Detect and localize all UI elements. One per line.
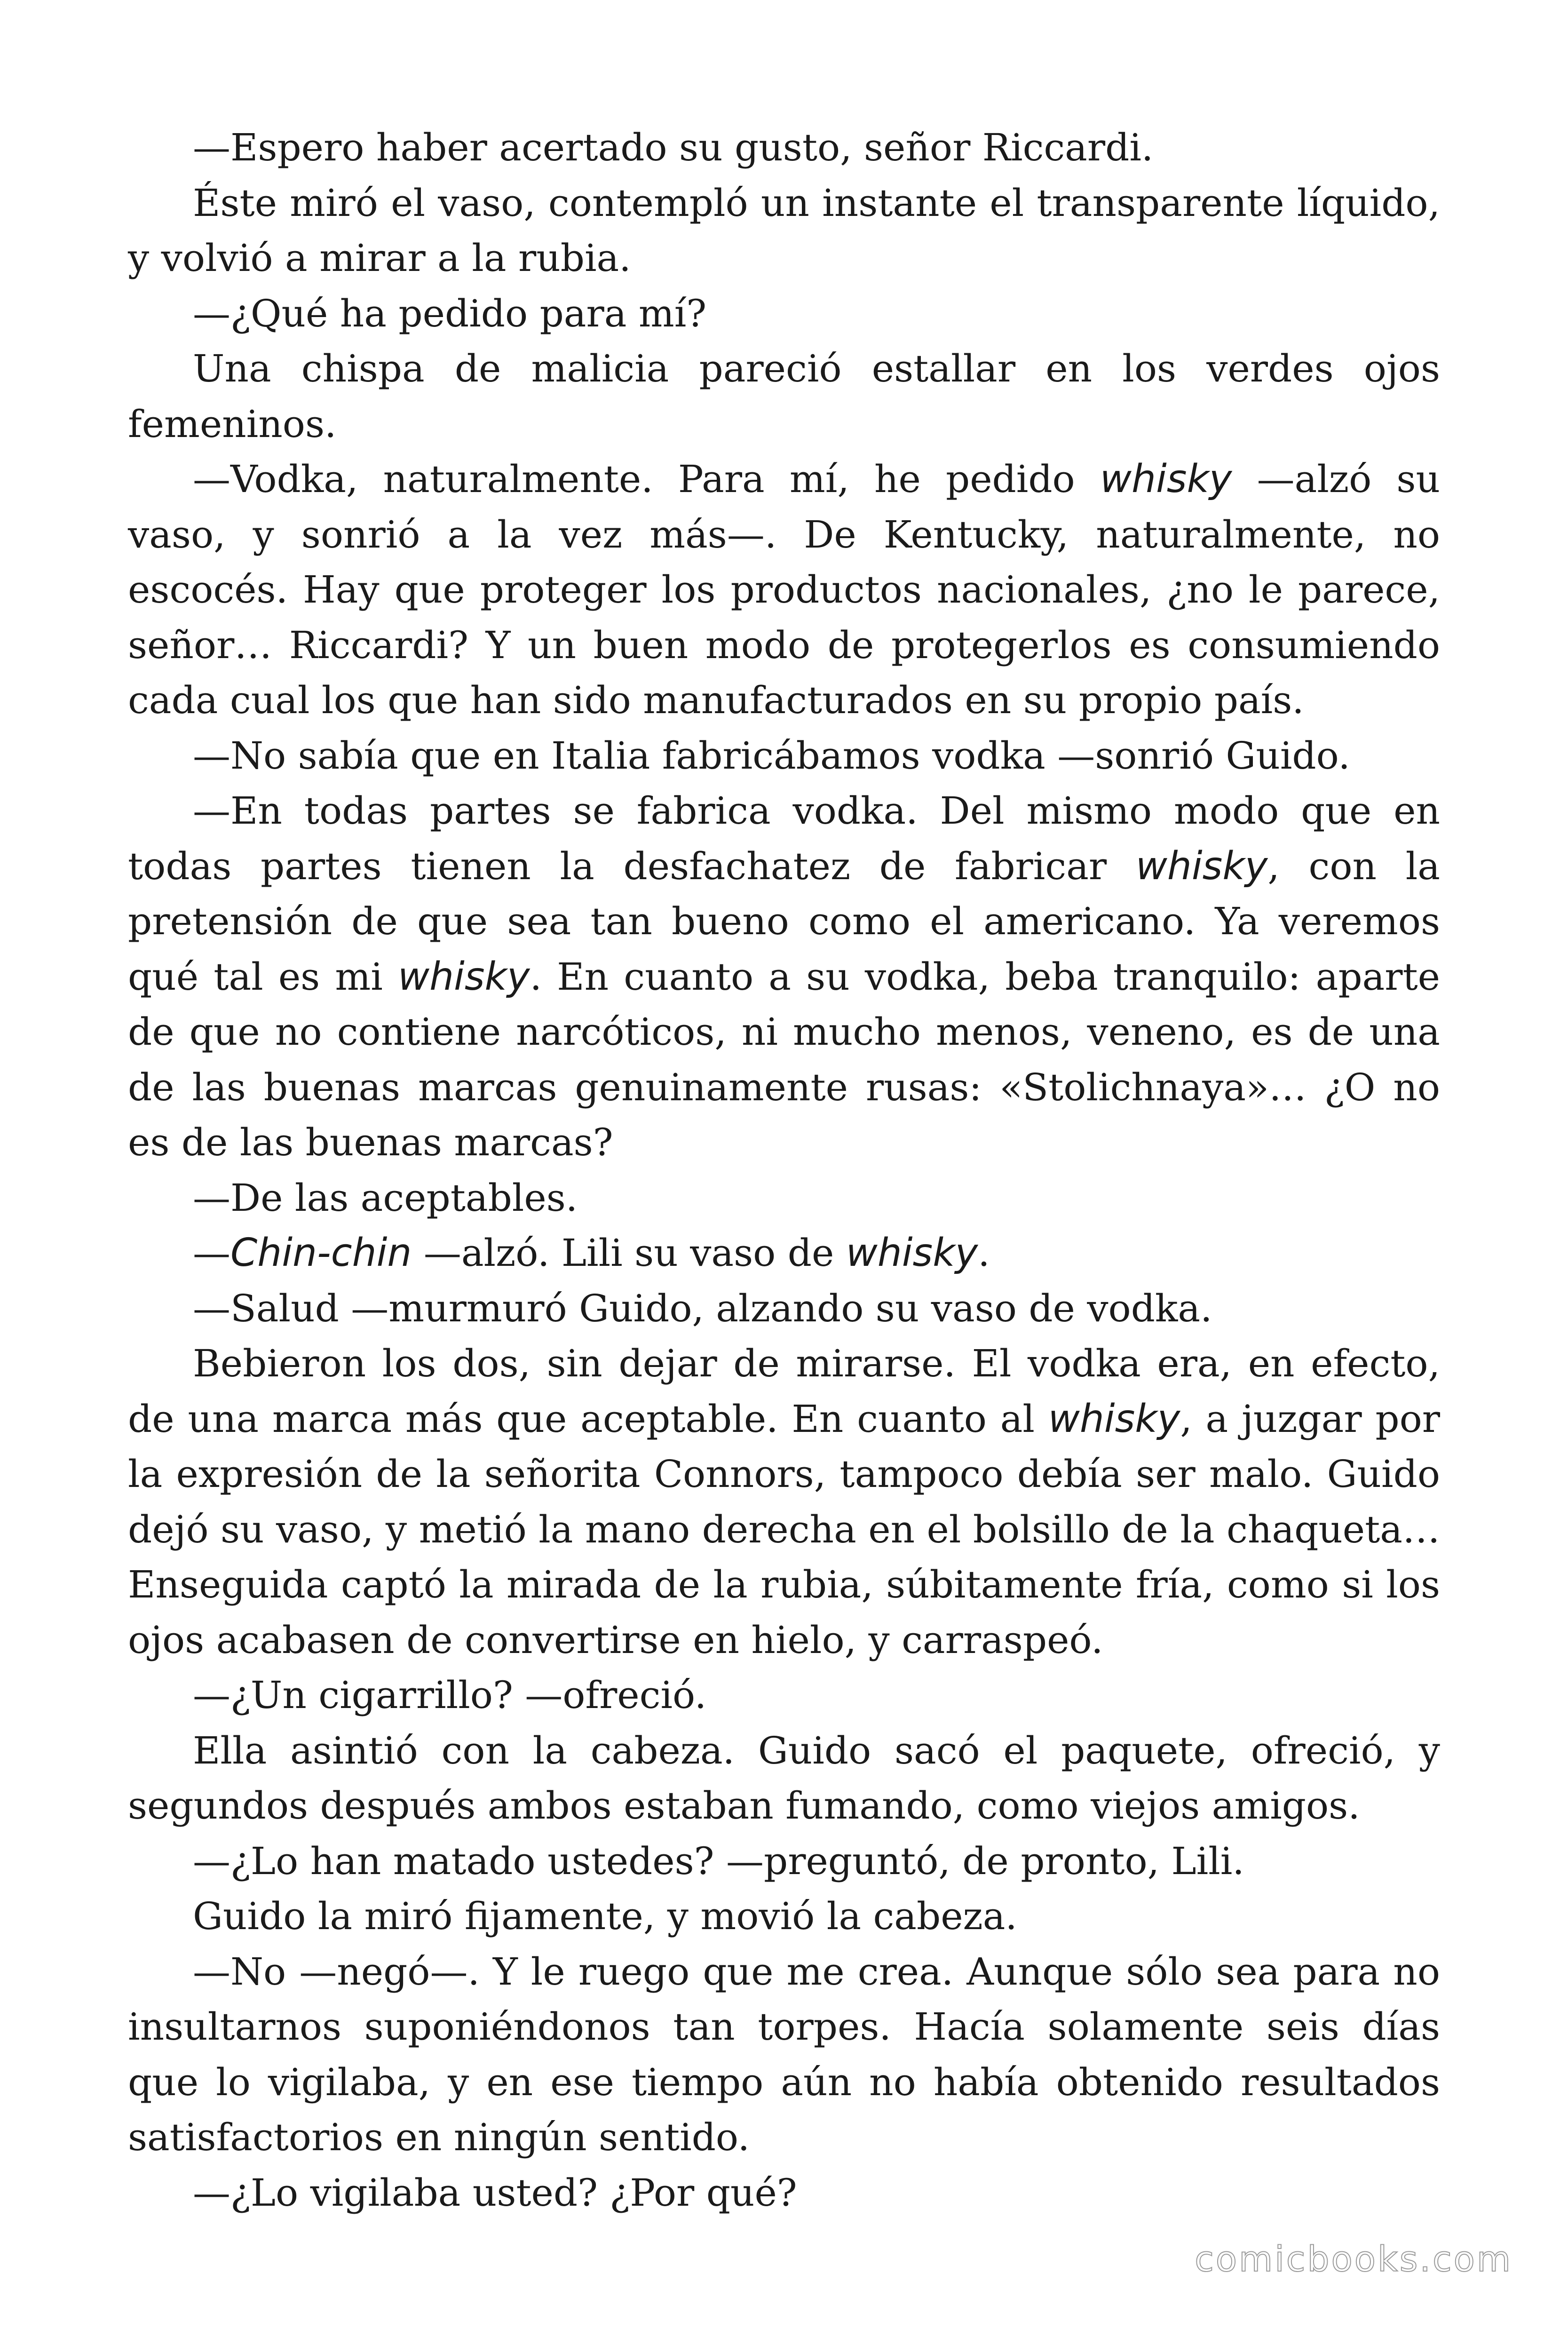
paragraph [128, 2165, 1440, 2221]
text-run: , con la pretensión de que sea tan bueno como el americano. Ya veremos qué tal es mi [128, 844, 1441, 999]
text-run: —De las aceptables. [193, 1176, 578, 1220]
text-run: —No —negó—. Y le ruego que me crea. Aunque sólo sea para no insultarnos suponiéndonos tan torpes. Hacía solamente seis días que lo vigilaba, y en ese tiempo aún no había obtenido resultados satisfactorios en ningún sentido. [128, 1949, 1440, 2159]
text-run: Una chispa de malicia pareció estallar en los verdes ojos femeninos. [128, 347, 1440, 446]
paragraph [128, 286, 1440, 342]
watermark: comicbooks.com [1195, 2239, 1513, 2280]
text-run: , a juzgar por la expresión de la señorita Connors, tampoco debía ser malo. Guido dejó su vaso, y metió la mano derecha en el bolsillo de la chaqueta… Enseguida captó la mirada de la rubia, súbitamente fría, como si los ojos acabasen de convertirse en hielo, y carraspeó. [128, 1397, 1440, 1662]
text-run: —Espero haber acertado su gusto, señor Riccardi. [193, 126, 1154, 169]
text-run: —¿Un cigarrillo? —ofreció. [193, 1673, 707, 1717]
paragraph [128, 1668, 1440, 1723]
text-run: —¿Qué ha pedido para mí? [193, 291, 707, 335]
book-page-text [128, 120, 1440, 2220]
paragraph [128, 1944, 1440, 2165]
text-run: —Salud —murmuró Guido, alzando su vaso de vodka. [193, 1286, 1212, 1330]
paragraph [128, 1336, 1440, 1668]
paragraph [128, 1225, 1440, 1281]
paragraph [128, 120, 1440, 175]
text-run: Guido la miró fijamente, y movió la cabeza. [193, 1894, 1017, 1938]
paragraph [128, 783, 1440, 1170]
text-run: —Vodka, naturalmente. Para mí, he pedido [193, 457, 1100, 501]
paragraph [128, 1170, 1440, 1226]
paragraph [128, 341, 1440, 452]
paragraph [128, 1281, 1440, 1336]
text-run: —En todas partes se fabrica vodka. Del mismo modo que en todas partes tienen la desfachatez de fabricar [128, 789, 1440, 888]
paragraph [128, 1889, 1440, 1944]
text-run: — [193, 1231, 230, 1275]
italic-text: whisky [398, 954, 530, 999]
text-run: —alzó. Lili su vaso de [412, 1231, 846, 1275]
italic-text: Chin-chin [230, 1231, 412, 1275]
italic-text: whisky [1135, 843, 1268, 889]
paragraph [128, 1723, 1440, 1834]
italic-text: whisky [1100, 457, 1232, 501]
text-run: —¿Lo han matado ustedes? —preguntó, de pronto, Lili. [193, 1839, 1244, 1883]
italic-text: whisky [1048, 1396, 1180, 1441]
paragraph [128, 1834, 1440, 1889]
text-run: . [978, 1231, 990, 1275]
paragraph [128, 175, 1440, 286]
text-run: —alzó su vaso, y sonrió a la vez más—. De Kentucky, naturalmente, no escocés. Hay que proteger los productos nacionales, ¿no le parece, señor… Riccardi? Y un buen modo de protegerlos es consumiendo cada cual los que han sido manufacturados en su propio país. [128, 457, 1441, 722]
italic-text: whisky [846, 1231, 978, 1275]
paragraph [128, 728, 1440, 784]
text-run: . En cuanto a su vodka, beba tranquilo: aparte de que no contiene narcóticos, ni mucho menos, veneno, es de una de las buenas marcas genuinamente rusas: «Stolichnaya»… ¿O no es de las buenas marcas? [128, 954, 1440, 1164]
text-run: Bebieron los dos, sin dejar de mirarse. El vodka era, en efecto, de una marca más que aceptable. En cuanto al [128, 1342, 1440, 1441]
text-run: Éste miró el vaso, contempló un instante el transparente líquido, y volvió a mirar a la rubia. [128, 181, 1440, 280]
text-run: —No sabía que en Italia fabricábamos vodka —sonrió Guido. [193, 733, 1350, 778]
text-run: Ella asintió con la cabeza. Guido sacó el paquete, ofreció, y segundos después ambos estaban fumando, como viejos amigos. [128, 1728, 1440, 1828]
paragraph [128, 452, 1440, 728]
text-run: —¿Lo vigilaba usted? ¿Por qué? [193, 2170, 797, 2215]
